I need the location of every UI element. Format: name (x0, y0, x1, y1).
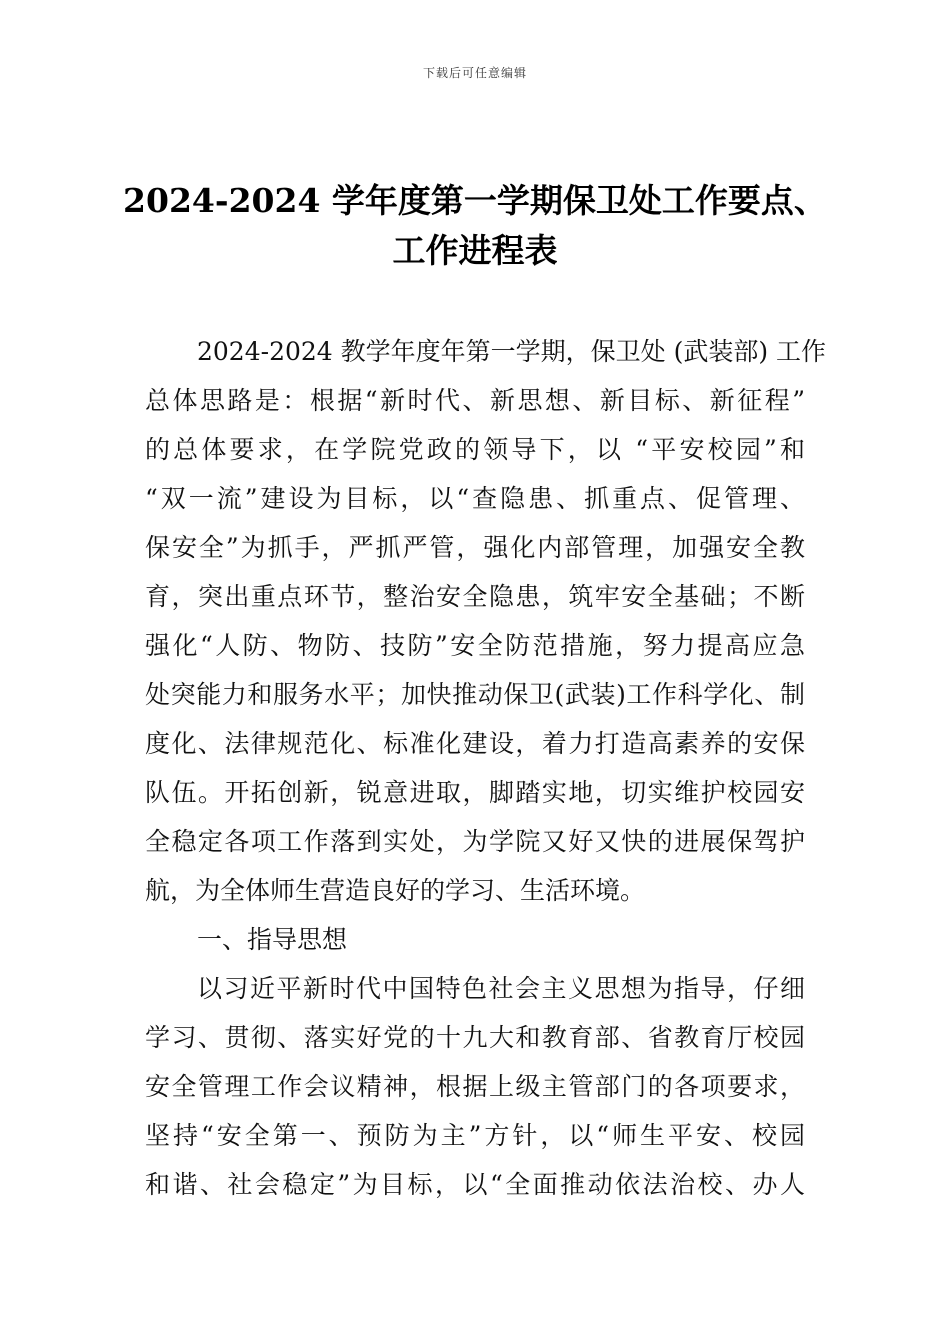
section-heading: 一、指导思想 (197, 925, 348, 954)
paragraph-line: 的总体要求，在学院党政的领导下，以 “平安校园”和 (145, 435, 805, 464)
document-body (145, 327, 827, 1209)
paragraph-line: 安全管理工作会议精神，根据上级主管部门的各项要求， (145, 1072, 805, 1101)
document-title (90, 176, 860, 276)
paragraph-line: 育，突出重点环节，整治安全隐患，筑牢安全基础；不断 (145, 582, 805, 611)
paragraph-line: 全稳定各项工作落到实处，为学院又好又快的进展保驾护 (145, 827, 805, 856)
paragraph-line: 总体思路是：根据“新时代、新思想、新目标、新征程” (145, 386, 805, 415)
paragraph-line: 度化、法律规范化、标准化建设，着力打造高素养的安保 (145, 729, 805, 758)
paragraph-line: “双一流”建设为目标，以“查隐患、抓重点、促管理、 (145, 484, 805, 513)
paragraph-line: 保安全”为抓手，严抓严管，强化内部管理，加强安全教 (145, 533, 805, 562)
paragraph-line: 队伍。开拓创新，锐意进取，脚踏实地，切实维护校园安 (145, 778, 805, 807)
paragraph-line: 航，为全体师生营造良好的学习、生活环境。 (145, 876, 646, 905)
paragraph-line: 2024-2024 教学年度年第一学期，保卫处 (武装部) 工作 (197, 337, 827, 366)
paragraph-line: 坚持“安全第一、预防为主”方针，以“师生平安、校园 (145, 1121, 805, 1150)
paragraph-line: 和谐、社会稳定”为目标，以“全面推动依法治校、办人 (145, 1170, 805, 1199)
title-line-2: 工作进程表 (392, 231, 558, 270)
paragraph-line: 处突能力和服务水平；加快推动保卫(武装)工作科学化、制 (145, 680, 805, 709)
paragraph-line: 以习近平新时代中国特色社会主义思想为指导，仔细 (197, 974, 805, 1003)
header-note: 下载后可任意编辑 (422, 66, 527, 80)
paragraph-line: 学习、贯彻、落实好党的十九大和教育部、省教育厅校园 (145, 1023, 805, 1052)
title-line-1: 2024-2024 学年度第一学期保卫处工作要点、 (123, 181, 827, 220)
paragraph-line: 强化“人防、物防、技防”安全防范措施，努力提高应急 (145, 631, 805, 660)
